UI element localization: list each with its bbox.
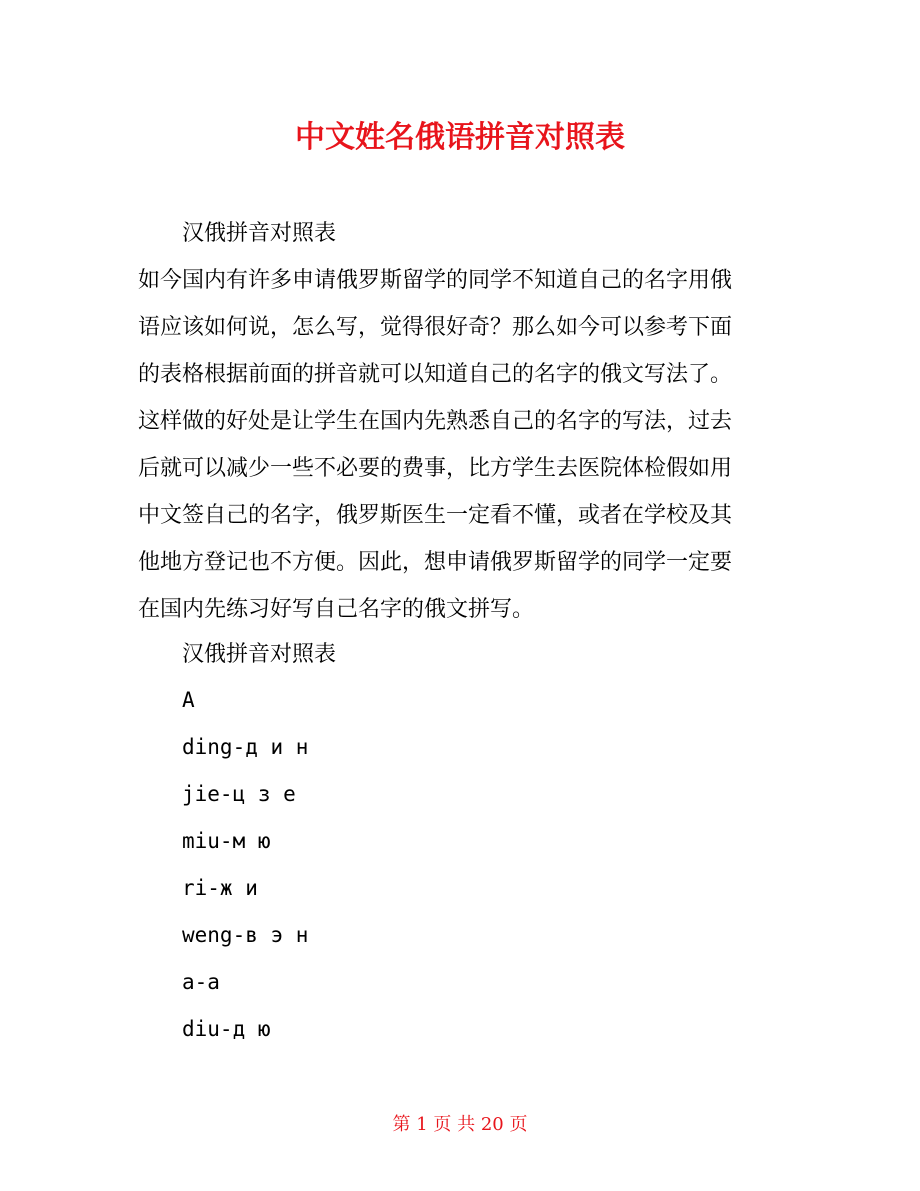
- paragraph-line: 语应该如何说，怎么写，觉得很好奇？那么如今可以参考下面: [138, 315, 733, 340]
- list-item: miu-м ю: [182, 829, 271, 853]
- list-item: weng-в э н: [182, 923, 309, 947]
- section-letter: A: [182, 688, 195, 712]
- paragraph-line: 中文签自己的名字，俄罗斯医生一定看不懂，或者在学校及其: [138, 503, 733, 528]
- paragraph-line: 这样做的好处是让学生在国内先熟悉自己的名字的写法，过去: [138, 409, 733, 434]
- list-item: jie-ц з е: [182, 782, 296, 806]
- paragraph-line: 的表格根据前面的拼音就可以知道自己的名字的俄文写法了。: [138, 362, 733, 387]
- list-item: a-а: [182, 970, 220, 994]
- paragraph-line: 在国内先练习好写自己名字的俄文拼写。: [138, 597, 535, 622]
- intro-paragraph: [138, 257, 788, 633]
- paragraph-line: 他地方登记也不方便。因此，想申请俄罗斯留学的同学一定要: [138, 550, 733, 575]
- document-title: 中文姓名俄语拼音对照表: [295, 120, 625, 155]
- list-item: ri-ж и: [182, 876, 258, 900]
- paragraph-line: 后就可以减少一些不必要的费事，比方学生去医院体检假如用: [138, 456, 733, 481]
- page-number: 第 1 页 共 20 页: [392, 1114, 528, 1135]
- list-item: ding-д и н: [182, 735, 309, 759]
- paragraph-line: 如今国内有许多申请俄罗斯留学的同学不知道自己的名字用俄: [138, 268, 733, 293]
- section-heading: 汉俄拼音对照表: [182, 642, 337, 667]
- section-heading: 汉俄拼音对照表: [182, 221, 337, 246]
- pinyin-list: [182, 677, 308, 1053]
- list-item: diu-д ю: [182, 1017, 271, 1041]
